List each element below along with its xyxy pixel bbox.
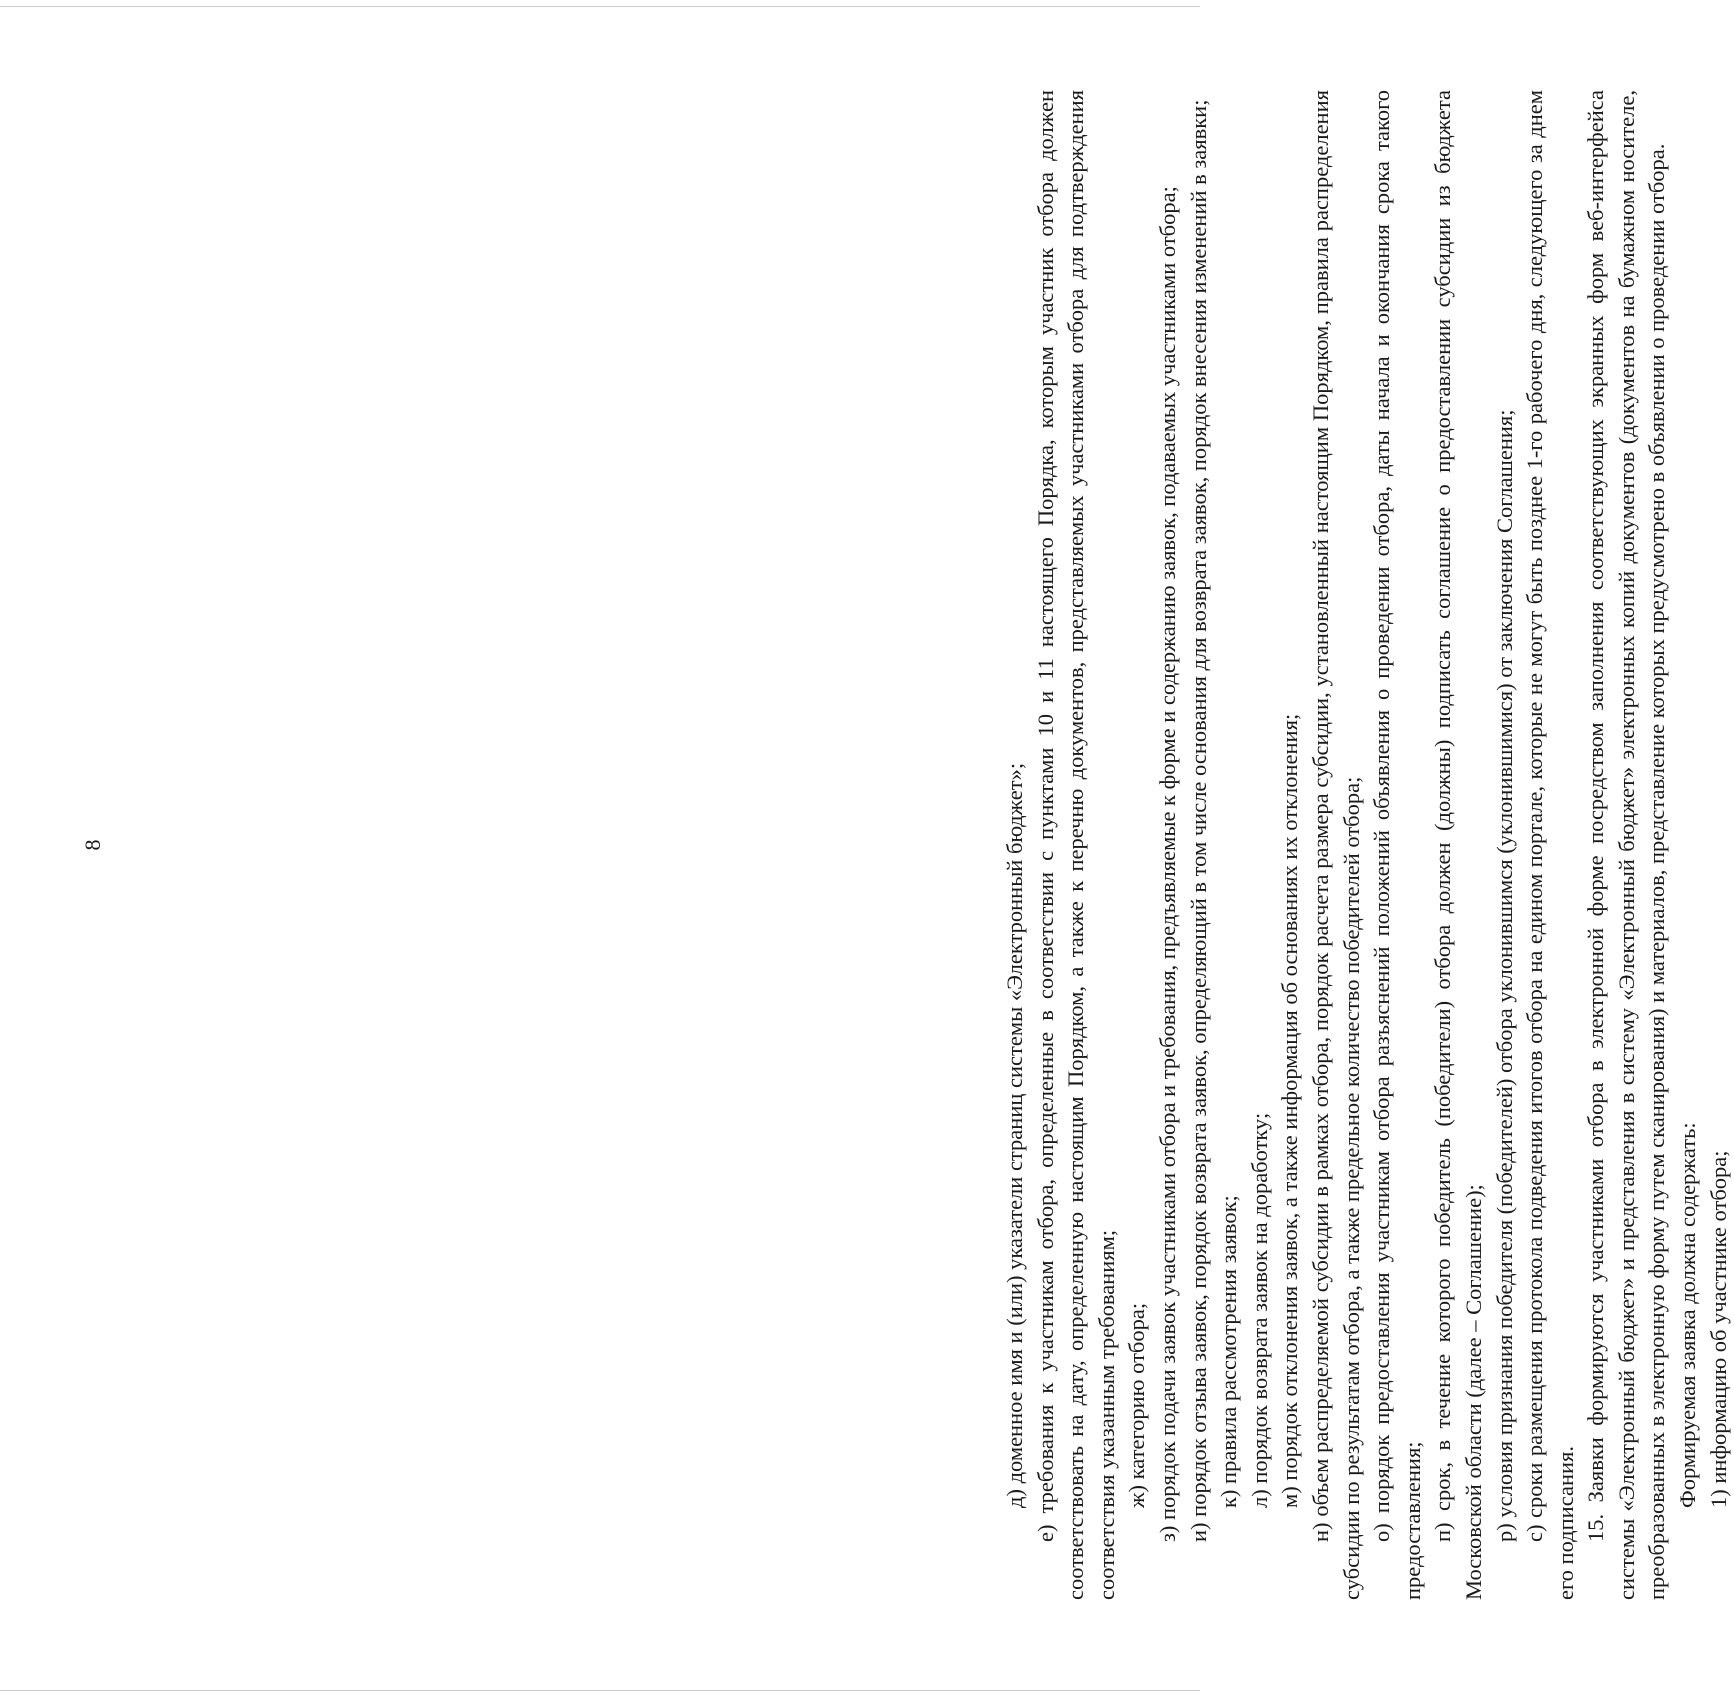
paragraph-one: 1) информацию об участнике отбора; bbox=[1705, 1150, 1731, 1508]
paragraph-z: з) порядок подачи заявок участниками отбора и требования, предъявляемые к форме и содержанию заявок, подаваемых участниками отбора; bbox=[1154, 186, 1180, 1542]
paragraph-d: д) доменное имя и (или) указатели страниц системы «Электронный бюджет»; bbox=[1002, 762, 1027, 1508]
paragraph-zh: ж) категорию отбора; bbox=[1124, 1302, 1150, 1508]
paragraph-p: п) срок, в течение которого победитель (победители) отбора должен (должны) подписать соглашение о предоставлении субсидии из бюджета Московской области (далее – Соглашение); bbox=[1430, 90, 1486, 1600]
paragraph-m: м) порядок отклонения заявок, а также информация об основаниях их отклонения; bbox=[1277, 713, 1303, 1508]
page-number: 8 bbox=[80, 839, 105, 851]
paragraph-e: е) требования к участникам отбора, определенные в соответствии с пунктами 10 и 11 настоящего Порядка, которым участник отбора должен соответствовать на дату, определенную настоящим Порядком, а также к перечню документов, представляемых участниками отбора для подтверждения соответствия указанным требованиям; bbox=[1032, 90, 1119, 1600]
paragraph-r: р) условия признания победителя (победителей) отбора уклонившимся (уклонившимися) от заключения Соглашения; bbox=[1491, 409, 1517, 1542]
paragraph-s: с) сроки размещения протокола подведения итогов отбора на едином портале, которые не могут быть позднее 1-го рабочего дня, следующего за днем его подписания. bbox=[1522, 90, 1578, 1600]
scan-edge-bottom bbox=[0, 1690, 1200, 1691]
paragraph-i: и) порядок отзыва заявок, порядок возврата заявок, определяющий в том числе основания для возврата заявок, порядок внесения изменений в заявки; bbox=[1185, 99, 1211, 1542]
scan-edge-top bbox=[0, 6, 1200, 7]
rotated-content bbox=[80, 90, 1734, 1600]
paragraph-form: Формируемая заявка должна содержать: bbox=[1675, 1122, 1701, 1508]
paragraph-n: н) объем распределяемой субсидии в рамках отбора, порядок расчета размера субсидии, установленный настоящим Порядком, правила распределения субсидии по результатам отбора, а также предельное количество победителей отбора; bbox=[1307, 90, 1364, 1600]
paragraph-l: л) порядок возврата заявок на доработку; bbox=[1246, 1112, 1272, 1508]
paragraph-o: о) порядок предоставления участникам отбора разъяснений положений объявления о проведении отбора, даты начала и окончания срока такого предоставления; bbox=[1369, 90, 1425, 1600]
paragraph-15: 15. Заявки формируются участниками отбора в электронной форме посредством заполнения соответствующих экранных форм веб-интерфейса системы «Электронный бюджет» и представления в систему «Электронный бюджет» электронных копий документов (документов на бумажном носителе, преобразованных в электронную форму путем сканирования) и материалов, представление которых предусмотрено в объявлении о проведении отбора. bbox=[1583, 90, 1670, 1600]
paragraph-k: к) правила рассмотрения заявок; bbox=[1216, 1195, 1242, 1508]
document-body bbox=[1000, 90, 1734, 1600]
